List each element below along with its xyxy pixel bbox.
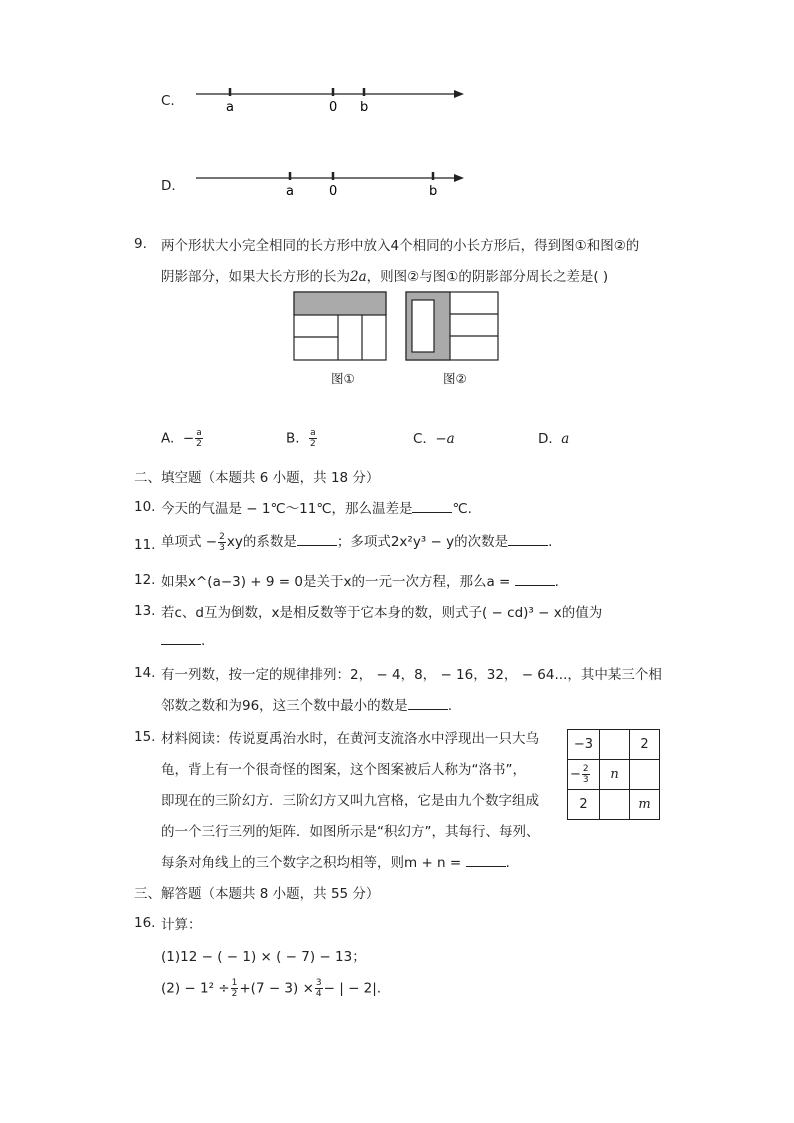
grid-cell: − $\frac{2}{3}$ (568, 760, 600, 790)
number-line-c (190, 82, 470, 116)
q16-part2: (2) − 1² ÷ $\frac{1}{2}$ +(7 − 3) × $\frac{3}{4}$ − | − 2|. (161, 978, 382, 999)
grid-cell: 2 (568, 790, 600, 820)
q14-number: 14. (134, 665, 156, 681)
number-line-d (190, 166, 470, 200)
tick-label-a: a (226, 100, 234, 115)
q9-option-d: D. a (538, 431, 570, 447)
q9-line2: 阴影部分，如果大长方形的长为2a，则图②与图①的阴影部分周长之差是( ) (161, 269, 609, 285)
q12-text: 如果x^(a−3) + 9 = 0是关于x的一元一次方程，那么a = . (161, 574, 559, 590)
q14-line2: 邻数之数和为96，这三个数中最小的数是 . (161, 698, 452, 714)
grid-cell: n (600, 760, 630, 790)
section3-title: 三、解答题（本题共 8 小题，共 55 分） (134, 886, 380, 902)
section2-title: 二、填空题（本题共 6 小题，共 18 分） (134, 470, 380, 486)
option-label: D. (161, 178, 176, 194)
q16-title: 计算： (161, 917, 202, 933)
q15-line1: 材料阅读：传说夏禹治水时，在黄河支流洛水中浮现出一只大乌 (161, 731, 539, 747)
fig1-caption: 图① (331, 371, 355, 386)
grid-cell: 2 (630, 730, 660, 760)
grid-cell (600, 730, 630, 760)
q9-option-c: C. −a (413, 431, 455, 447)
q15-line5: 每条对角线上的三个数字之积均相等，则m + n = . (161, 855, 510, 871)
q14-line1: 有一列数，按一定的规律排列：2， − 4，8， − 16，32， − 64...，其中某三个相 (161, 667, 662, 683)
tick-label-a: a (286, 184, 294, 199)
tick-label-zero: 0 (329, 184, 338, 199)
grid-cell (630, 760, 660, 790)
grid-cell (600, 790, 630, 820)
q13-number: 13. (134, 603, 156, 619)
q15-number: 15. (134, 729, 156, 745)
q10-text: 今天的气温是 − 1℃～11℃，那么温差是 ℃. (161, 501, 472, 517)
magic-square-grid (567, 729, 660, 820)
figure-2 (406, 292, 498, 360)
q9-option-b: B. $\frac{a}{2}$ (286, 428, 316, 449)
q11-text: 单项式 − $\frac{2}{3}$ xy的系数是 ；多项式2x²y³ − y的次数是 . (161, 531, 553, 553)
grid-cell: −3 (568, 730, 600, 760)
q10-number: 10. (134, 499, 156, 515)
option-label: C. (161, 93, 175, 109)
figure-1 (294, 292, 386, 360)
fig2-caption: 图② (443, 371, 467, 386)
q11-number: 11. (134, 537, 156, 553)
q9-number: 9. (134, 236, 147, 252)
grid-cell: m (630, 790, 660, 820)
q12-number: 12. (134, 572, 156, 588)
q16-number: 16. (134, 915, 156, 931)
q9-option-a: A. − $\frac{a}{2}$ (161, 428, 202, 449)
q15-line4: 的一个三行三列的矩阵．如图所示是“积幻方”，其每行、每列、 (161, 824, 540, 840)
q13-line2: . (161, 632, 205, 649)
q16-part1: (1)12 − ( − 1) × ( − 7) − 13； (161, 949, 366, 965)
q15-line3: 即现在的三阶幻方．三阶幻方又叫九宫格，它是由九个数字组成 (161, 793, 539, 809)
q9-line1: 两个形状大小完全相同的长方形中放入4个相同的小长方形后，得到图①和图②的 (161, 238, 640, 254)
q15-line2: 龟，背上有一个很奇怪的图案，这个图案被后人称为“洛书”， (161, 762, 526, 778)
q9-figures (292, 290, 504, 364)
q13-line1: 若c、d互为倒数，x是相反数等于它本身的数，则式子( − cd)³ − x的值为 (161, 605, 603, 621)
tick-label-zero: 0 (329, 100, 338, 115)
tick-label-b: b (429, 184, 438, 199)
tick-label-b: b (360, 100, 369, 115)
